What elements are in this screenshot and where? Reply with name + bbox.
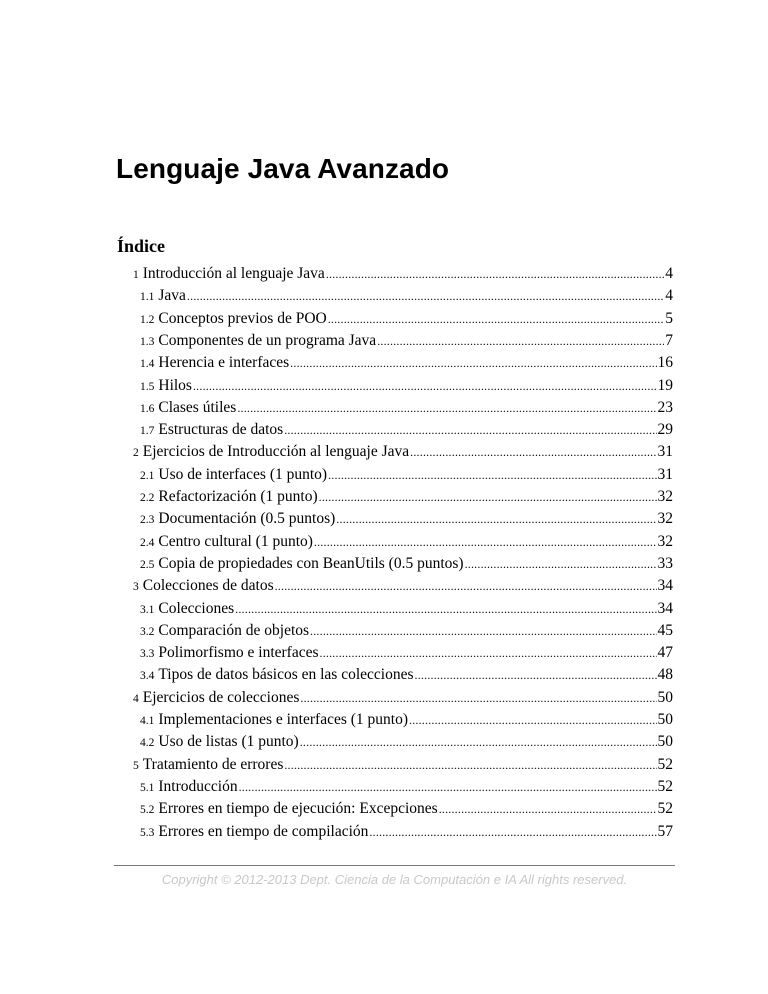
toc-entry-number: 4: [133, 692, 139, 705]
toc-entry-title[interactable]: Documentación (0.5 puntos): [158, 510, 336, 528]
toc-page-number[interactable]: 32: [657, 510, 673, 528]
toc-entry-title[interactable]: Conceptos previos de POO: [158, 309, 327, 327]
toc-dot-leader: [439, 802, 657, 817]
toc-page-number[interactable]: 32: [657, 532, 673, 550]
toc-entry-number: 3: [133, 581, 139, 594]
toc-section-entry[interactable]: [140, 800, 673, 822]
toc-page-number[interactable]: 31: [657, 443, 673, 461]
toc-page-number[interactable]: 16: [657, 354, 673, 372]
toc-entry-title[interactable]: Tipos de datos básicos en las colecciones: [158, 666, 414, 684]
toc-entry-number: 5: [133, 759, 139, 772]
toc-dot-leader: [314, 535, 657, 550]
toc-page-number[interactable]: 34: [657, 577, 673, 595]
toc-page-number[interactable]: 45: [657, 621, 673, 639]
toc-entry-title[interactable]: Polimorfismo e interfaces: [158, 644, 319, 662]
toc-chapter-entry[interactable]: [133, 577, 673, 599]
toc-dot-leader: [300, 735, 657, 750]
toc-section-entry[interactable]: [140, 823, 673, 845]
toc-page-number[interactable]: 50: [657, 733, 673, 751]
index-heading: Índice: [117, 236, 166, 256]
toc-entry-title[interactable]: Colecciones de datos: [142, 577, 274, 595]
toc-entry-number: 5.3: [140, 826, 155, 839]
toc-entry-title[interactable]: Tratamiento de errores: [142, 755, 284, 773]
toc-dot-leader: [235, 602, 656, 617]
toc-entry-title[interactable]: Introducción al lenguaje Java: [142, 265, 325, 282]
toc-dot-leader: [465, 557, 657, 572]
footer-rule: [114, 865, 675, 866]
toc-dot-leader: [369, 825, 656, 840]
toc-dot-leader: [415, 668, 657, 683]
toc-section-entry[interactable]: [140, 377, 673, 399]
toc-section-entry[interactable]: [140, 644, 673, 666]
toc-entry-number: 3.2: [140, 625, 155, 638]
toc-entry-title[interactable]: Ejercicios de Introducción al lenguaje Java: [142, 443, 410, 461]
toc-section-entry[interactable]: [140, 466, 673, 488]
toc-chapter-entry[interactable]: [133, 443, 673, 465]
toc-entry-number: 1.2: [140, 313, 155, 326]
toc-dot-leader: [300, 691, 656, 706]
toc-section-entry[interactable]: [140, 600, 673, 622]
toc-dot-leader: [326, 267, 664, 282]
toc-page-number[interactable]: 31: [657, 465, 673, 483]
toc-entry-number: 1.3: [140, 335, 155, 348]
toc-page-number[interactable]: 32: [657, 488, 673, 505]
toc-page-number[interactable]: 50: [657, 688, 673, 706]
toc-section-entry[interactable]: [140, 533, 673, 555]
toc-entry-number: 3.4: [140, 670, 155, 683]
toc-entry-title[interactable]: Java: [158, 287, 186, 305]
toc-page-number[interactable]: 33: [657, 554, 673, 572]
toc-dot-leader: [377, 334, 664, 349]
toc-entry-title[interactable]: Errores en tiempo de compilación: [158, 822, 369, 840]
toc-entry-number: 5.1: [140, 781, 155, 794]
toc-entry-number: 4.1: [140, 715, 155, 727]
toc-dot-leader: [284, 758, 656, 773]
toc-page-number[interactable]: 52: [657, 777, 673, 795]
toc-page-number[interactable]: 47: [657, 644, 673, 662]
toc-page-number[interactable]: 48: [657, 666, 673, 684]
toc-dot-leader: [193, 379, 657, 394]
toc-entry-title[interactable]: Clases útiles: [158, 398, 237, 416]
toc-page-number[interactable]: 52: [657, 800, 673, 818]
toc-page-number[interactable]: 57: [657, 822, 673, 840]
toc-entry-number: 1.1: [140, 291, 155, 304]
toc-chapter-entry[interactable]: [133, 265, 673, 287]
toc-page-number[interactable]: 29: [657, 421, 673, 439]
toc-page-number[interactable]: 19: [657, 376, 673, 394]
toc-entry-title[interactable]: Hilos: [158, 376, 192, 394]
toc-entry-number: 1.6: [140, 402, 155, 415]
toc-entry-title[interactable]: Uso de listas (1 punto): [158, 733, 299, 751]
toc-entry-number: 3.1: [140, 603, 155, 616]
toc-section-entry[interactable]: [140, 733, 673, 755]
toc-entry-number: 2.3: [140, 514, 155, 527]
toc-chapter-entry[interactable]: [133, 756, 673, 778]
toc-entry-title[interactable]: Copia de propiedades con BeanUtils (0.5 puntos): [158, 554, 464, 572]
toc-dot-leader: [187, 289, 664, 304]
toc-dot-leader: [290, 356, 656, 371]
toc-page-number[interactable]: 34: [657, 599, 673, 617]
toc-section-entry[interactable]: [140, 778, 673, 800]
toc-page-number[interactable]: 50: [657, 711, 673, 728]
toc-chapter-entry[interactable]: [133, 689, 673, 711]
toc-entry-number: 2.1: [140, 469, 155, 482]
toc-entry-title[interactable]: Componentes de un programa Java: [158, 331, 377, 349]
document-title: Lenguaje Java Avanzado: [116, 153, 450, 184]
toc-dot-leader: [275, 579, 657, 594]
toc-entry-number: 2.4: [140, 536, 155, 549]
toc-entry-number: 2.5: [140, 558, 155, 571]
toc-entry-number: 5.2: [140, 804, 155, 817]
toc-dot-leader: [336, 512, 656, 527]
toc-section-entry[interactable]: [140, 622, 673, 644]
toc-section-entry[interactable]: [140, 310, 673, 332]
toc-section-entry[interactable]: [140, 488, 673, 510]
toc-entry-number: 1: [133, 269, 139, 281]
toc-entry-title[interactable]: Uso de interfaces (1 punto): [158, 465, 328, 483]
toc-page-number[interactable]: 23: [657, 398, 673, 416]
toc-entry-number: 1.4: [140, 358, 155, 371]
toc-entry-title[interactable]: Ejercicios de colecciones: [142, 688, 300, 706]
toc-dot-leader: [319, 490, 657, 505]
toc-entry-title[interactable]: Refactorización (1 punto): [158, 488, 318, 505]
toc-section-entry[interactable]: [140, 421, 673, 443]
toc-entry-number: 3.3: [140, 648, 155, 661]
toc-entry-title[interactable]: Errores en tiempo de ejecución: Excepciones: [158, 800, 438, 818]
toc-page-number[interactable]: 4: [665, 287, 673, 305]
toc-entry-number: 1.5: [140, 380, 155, 393]
toc-entry-title[interactable]: Estructuras de datos: [158, 421, 284, 439]
toc-section-entry[interactable]: [140, 399, 673, 421]
toc-entry-title[interactable]: Herencia e interfaces: [158, 354, 290, 372]
toc-dot-leader: [284, 423, 656, 438]
toc-entry-number: 2: [133, 447, 139, 460]
toc-dot-leader: [328, 312, 665, 327]
toc-dot-leader: [328, 468, 656, 483]
toc-dot-leader: [410, 445, 656, 460]
toc-section-entry[interactable]: [140, 287, 673, 309]
toc-page-number[interactable]: 52: [657, 755, 673, 773]
toc-dot-leader: [320, 646, 657, 661]
toc-entry-title[interactable]: Implementaciones e interfaces (1 punto): [158, 711, 408, 728]
toc-section-entry[interactable]: [140, 666, 673, 688]
toc-entry-title[interactable]: Colecciones: [158, 599, 235, 617]
toc-section-entry[interactable]: [140, 510, 673, 532]
toc-dot-leader: [409, 713, 657, 728]
toc-entry-number: 1.7: [140, 425, 155, 438]
toc-section-entry[interactable]: [140, 555, 673, 577]
toc-entry-number: 4.2: [140, 737, 155, 750]
toc-dot-leader: [237, 401, 656, 416]
copyright-notice: Copyright © 2012-2013 Dept. Ciencia de la Computación e IA All rights reserved.: [161, 872, 628, 887]
toc-page-number[interactable]: 7: [665, 331, 673, 349]
toc-entry-title[interactable]: Introducción: [158, 777, 238, 795]
toc-section-entry[interactable]: [140, 711, 673, 733]
toc-section-entry[interactable]: [140, 354, 673, 376]
toc-section-entry[interactable]: [140, 332, 673, 354]
toc-dot-leader: [239, 780, 657, 795]
toc-entry-title[interactable]: Centro cultural (1 punto): [158, 532, 313, 550]
toc-dot-leader: [310, 624, 656, 639]
toc-entry-title[interactable]: Comparación de objetos: [158, 621, 310, 639]
toc-entry-number: 2.2: [140, 492, 155, 504]
toc-page-number[interactable]: 4: [665, 265, 673, 282]
toc-page-number[interactable]: 5: [665, 309, 673, 327]
